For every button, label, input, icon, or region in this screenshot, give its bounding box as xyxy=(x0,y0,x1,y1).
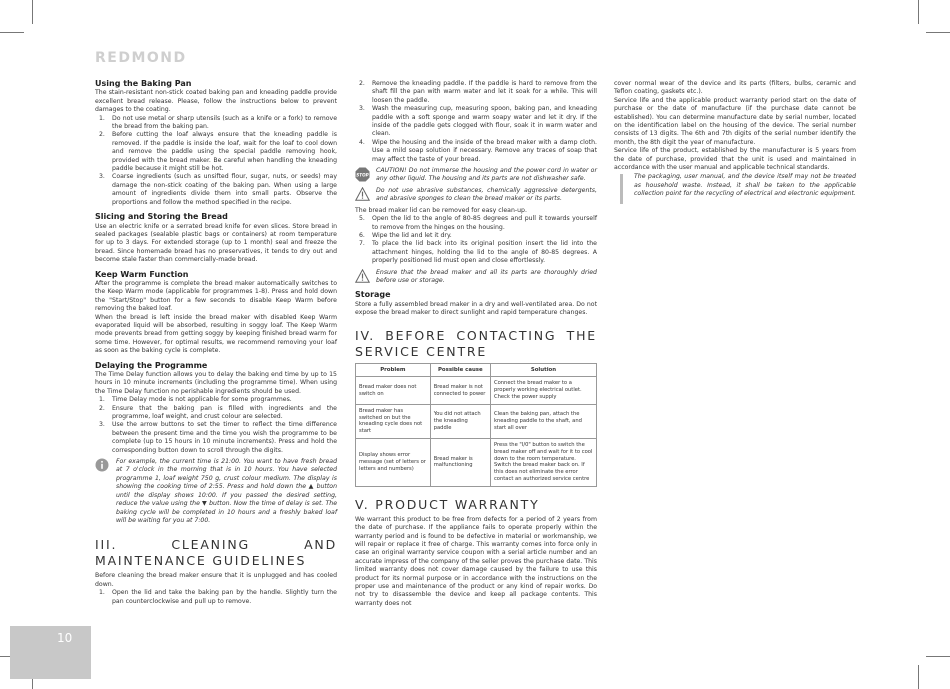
stop-icon xyxy=(355,167,370,182)
storage-title: Storage xyxy=(355,290,391,300)
warranty-text-continued: cover normal wear of the device and its parts (filters, bulbs, ceramic and Teflon coating, gaskets etc.). xyxy=(614,80,856,96)
delay-example-note: For example, the current time is 21:00. You want to have fresh bread at 7 o'clock in the morning that is in 10 hours. You have selected programme 1, loaf weight 750 g, crust colour medium. The display is showing the cooking time of 2:55. Press and hold down the ▲ button until the display shows 10:00. If you passed the desired setting, reduce the value using the ▼ button. Now the time of delay is set. The baking cycle will be completed in 10 hours and a freshly baked loaf will be waiting for you at 7:00. xyxy=(95,458,337,525)
info-icon xyxy=(95,458,109,472)
crop-mark xyxy=(32,0,33,24)
list-item: 1. Open the lid and take the baking pan by the handle. Slightly turn the pan counterclockwise and pull up to remove. xyxy=(99,589,337,605)
crop-mark xyxy=(0,32,24,33)
table-cell: Bread maker is not connected to power xyxy=(430,377,490,404)
list-item: 4. Wipe the housing and the inside of the bread maker with a damp cloth. Use a mild soap solution if necessary. Remove any traces of soap that may affect the taste of your bread. xyxy=(359,138,597,163)
warm-title: Keep Warm Function xyxy=(95,269,189,279)
troubleshooting-table xyxy=(355,363,597,487)
service-life-text: Service life of the product, established by the manufacturer is 5 years from the date of purchase, provided that the unit is used and maintained in accordance with the user manual and applicable technical standards. xyxy=(614,147,856,172)
crop-mark xyxy=(926,32,950,33)
dry-warning: Ensure that the bread maker and all its parts are thoroughly dried before use or storage. xyxy=(355,269,597,286)
cleaning-intro: Before cleaning the bread maker ensure that it is unplugged and has cooled down. xyxy=(95,572,337,588)
table-cell: Connect the bread maker to a properly working electrical outlet. Check the power supply xyxy=(490,377,596,404)
cleaning-list-continued xyxy=(355,80,597,164)
delay-intro: The Time Delay function allows you to delay the baking end time by up to 15 hours in 10 minute increments (including the programme time). When using the Time Delay function no perishable ingredients should be used. xyxy=(95,371,337,395)
list-item: 7. To place the lid back into its original position insert the lid into the attachment hinges, holding the lid to the angle of 80-85 degrees. A properly positioned lid must open and close effortlessly. xyxy=(359,240,597,265)
list-item: 6. Wipe the lid and let it dry. xyxy=(359,231,452,239)
slicing-title: Slicing and Storing the Bread xyxy=(95,212,228,222)
list-item: 3. Wash the measuring cup, measuring spoon, baking pan, and kneading paddle with a soft sponge and warm soapy water and let it dry. If the inside of the paddle gets clogged with flour, soak it in warm water and clean. xyxy=(359,105,597,138)
column-3 xyxy=(614,80,856,200)
list-item: 2. Remove the kneading paddle. If the paddle is hard to remove from the shaft fill the pan with warm water and let it soak for a while. This will loosen the paddle. xyxy=(359,80,597,104)
list-item: 2. Ensure that the baking pan is filled with ingredients and the programme, loaf weight, and crust colour are selected. xyxy=(99,404,337,421)
service-title: IV. BEFORE CONTACTING THE SERVICE CENTRE xyxy=(355,327,597,359)
page-number: 10 xyxy=(57,631,73,645)
warning-icon xyxy=(355,187,370,201)
caution-note: STOP CAUTION! Do not immerse the housing and the power cord in water or any other liquid. The housing and its parts are not dishwasher safe. xyxy=(356,167,597,183)
table-header-row xyxy=(356,363,597,377)
table-header: Problem xyxy=(356,363,431,377)
table-cell: You did not attach the kneading paddle xyxy=(430,404,490,438)
list-item: 5. Open the lid to the angle of 80-85 degrees and pull it towards yourself to remove from the hinges on the housing. xyxy=(359,215,597,231)
stop-label: STOP xyxy=(356,172,369,178)
table-cell: Press the "I/0" button to switch the bread maker off and wait for it to cool down to the room temperature. Switch the bread maker back on. If this does not eliminate the error contact an authorized service centre xyxy=(490,438,596,486)
table-header: Solution xyxy=(490,363,596,377)
list-item: 3. Coarse ingredients (such as unsifted flour, sugar, nuts, or seeds) may damage the non-stick coating of the baking pan. When using a large amount of ingredients divide them into small parts. Observe the proportions and follow the method specified in the recipe. xyxy=(99,173,337,206)
delay-title: Delaying the Programme xyxy=(95,360,208,370)
table-cell: Bread maker has switched on but the kneading cycle does not start xyxy=(356,404,431,438)
cleaning-list xyxy=(95,589,337,606)
warm-text: When the bread is left inside the bread maker with disabled Keep Warm evaporated liquid will be absorbed, resulting in soggy loaf. The Keep Warm mode prevents bread from getting soggy by keeping finished bread warm for some time. However, for optimal results, we recommend removing your loaf as soon as the baking cycle is complete. xyxy=(95,313,337,355)
crop-mark xyxy=(918,665,919,689)
crop-mark xyxy=(926,656,950,657)
warm-text: After the programme is complete the bread maker automatically switches to the Keep Warm mode (applicable for programmes 1-8). Press and hold down the "Start/Stop" button for a few seconds to disable Keep Warm before removing the baked loaf. xyxy=(95,279,337,313)
lid-text: The bread maker lid can be removed for easy clean-up. xyxy=(355,206,527,214)
baking-list xyxy=(95,115,337,207)
table-row xyxy=(356,404,597,438)
table-cell: Bread maker does not switch on xyxy=(356,377,431,404)
table-header: Possible cause xyxy=(430,363,490,377)
column-2 xyxy=(355,80,597,608)
abrasive-warning: Do not use abrasive substances, chemically aggressive detergents, and abrasive sponges to clean the bread maker or its parts. xyxy=(355,187,597,204)
table-cell: Bread maker is malfunctioning xyxy=(430,438,490,486)
list-item: 1. Do not use metal or sharp utensils (such as a knife or a fork) to remove the bread from the baking pan. xyxy=(99,114,337,131)
storage-text: Store a fully assembled bread maker in a dry and well-ventilated area. Do not expose the bread maker to direct sunlight and rapid temperature changes. xyxy=(355,300,597,317)
delay-list xyxy=(95,396,337,455)
column-1 xyxy=(95,80,337,606)
brand-logo: REDMOND xyxy=(95,50,187,66)
page-number-box xyxy=(10,626,91,679)
cleaning-title: III. CLEANING AND MAINTENANCE GUIDELINES xyxy=(95,537,337,569)
service-life-text: Service life and the applicable product warranty period start on the date of purchase or the date of manufacture (if the purchase date cannot be established). You can determine manufacture date by serial number, located on the identification label on the housing of the device. The serial number consists of 13 digits. The 6th and 7th digits of the serial number identify the month, the 8th digit the year of manufacture. xyxy=(614,96,856,146)
recycling-note: The packaging, user manual, and the device itself may not be treated as household waste. Instead, it shall be taken to the applicable collection point for the recycling of electrical and electronic equipment. xyxy=(614,173,856,198)
table-row xyxy=(356,438,597,486)
list-item: 3. Use the arrow buttons to set the timer to reflect the time difference between the present time and the time you wish the programme to be complete (up to 15 hours in 10 minute increments). Press and hold the corresponding button down to scroll through the digits. xyxy=(99,421,337,454)
lid-list xyxy=(355,215,597,265)
warning-icon xyxy=(355,269,370,283)
baking-title: Using the Baking Pan xyxy=(95,79,192,88)
slicing-text: Use an electric knife or a serrated bread knife for even slices. Store bread in sealed packages (sealable plastic bags or containers) at room temperature for up to 3 days. For extended storage (up to 1 month) seal and freeze the bread. Since homemade bread has no preservatives, it tends to dry out and become stale faster than commercially-made bread. xyxy=(95,222,337,264)
crop-mark xyxy=(918,0,919,24)
table-cell: Clean the baking pan, attach the kneading paddle to the shaft, and start all over xyxy=(490,404,596,438)
baking-intro: The stain-resistant non-stick coated baking pan and kneading paddle provide excellent bread release. Please, follow the instructions below to prevent damages to the coating. xyxy=(95,89,337,114)
table-cell: Display shows error message (set of letters or letters and numbers) xyxy=(356,438,431,486)
list-item: 1. Time Delay mode is not applicable for some programmes. xyxy=(99,396,292,404)
table-row xyxy=(356,377,597,404)
warranty-text: We warrant this product to be free from defects for a period of 2 years from the date of purchase. If the appliance fails to operate properly within the warranty period and is found to be defective in material or workmanship, we will repair or replace it free of charge. This warranty comes into force only in case an original warranty service coupon with a serial article number and an accurate impress of the company of the seller proves the purchase date. This limited warranty does not cover damage caused by the failure to use this product for its normal purpose or in accordance with the instructions on the proper use and maintenance of the product or any kind of repair works. Do not try to disassemble the device and keep all package contents. This warranty does not xyxy=(355,515,597,607)
list-item: 2. Before cutting the loaf always ensure that the kneading paddle is removed. If the paddle is inside the loaf, wait for the loaf to cool down and remove the paddle using the special paddle removing hook, provided with the bread maker. Be careful when handling the kneading paddle because it might still be hot. xyxy=(99,131,337,173)
warranty-title: V. PRODUCT WARRANTY xyxy=(355,496,540,512)
